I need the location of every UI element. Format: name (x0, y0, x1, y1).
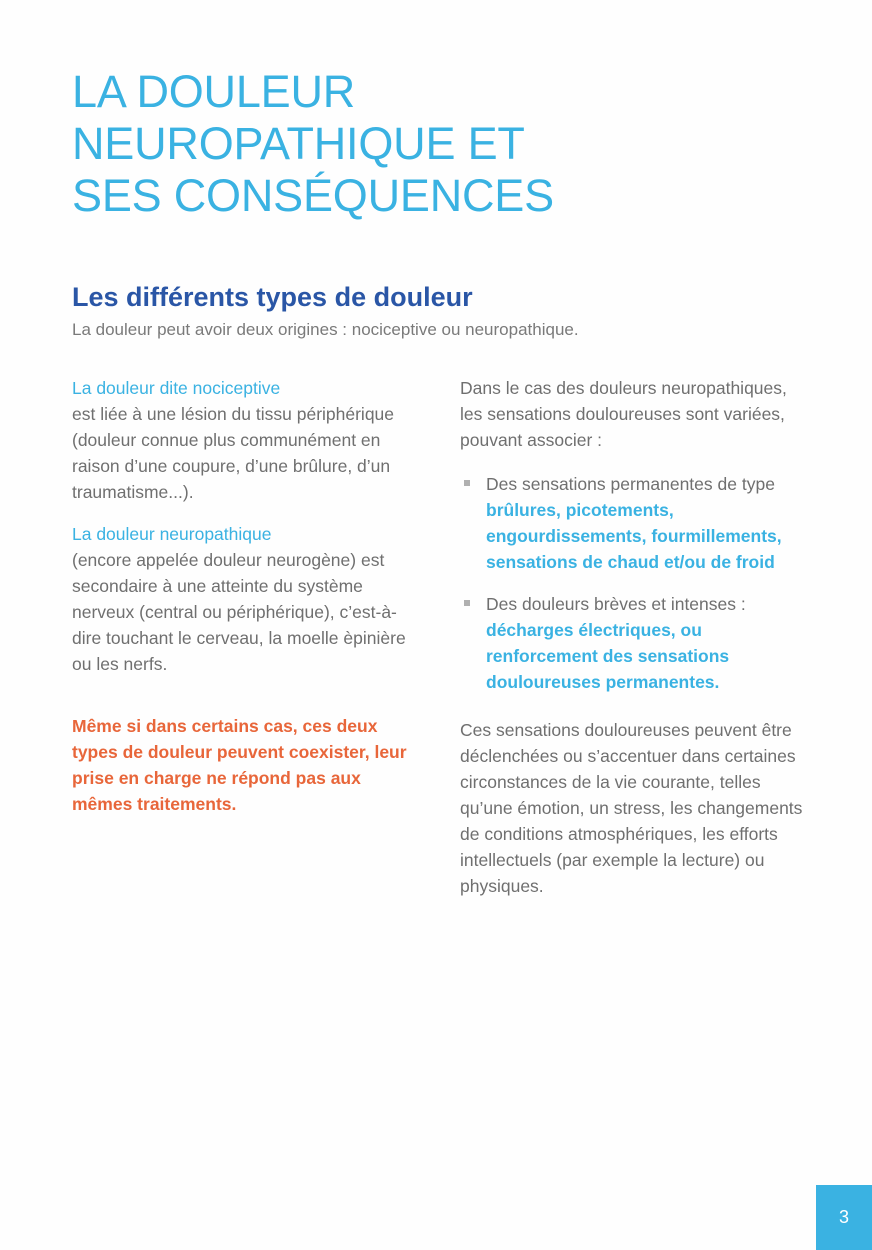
bullet-2-highlight: décharges électriques, ou renforcement des sensations douloureuses permanentes. (486, 620, 730, 692)
neuropathic-title: La douleur neuropathique (72, 524, 272, 544)
page-number-badge (816, 1185, 872, 1250)
page-title-line-2: NEUROPATHIQUE ET (72, 118, 525, 169)
section-subtitle: La douleur peut avoir deux origines : nociceptive ou neuropathique. (72, 320, 579, 339)
square-bullet-icon (464, 480, 470, 486)
left-column (72, 375, 412, 817)
closing-paragraph: Ces sensations douloureuses peuvent être déclenchées ou s’accentuer dans certaines circonstances de la vie courante, telles qu’une émotion, un stress, les changements de conditions atmosphériques, les efforts intellectuels (par exemple la lecture) ou physiques. (460, 720, 803, 896)
section-heading: Les différents types de douleur (72, 282, 473, 312)
nociceptive-block (72, 375, 412, 505)
page-title (72, 66, 554, 222)
bullet-2-text: Des douleurs brèves et intenses : (486, 594, 746, 614)
right-intro: Dans le cas des douleurs neuropathiques, les sensations douloureuses sont variées, pouvant associer : (460, 378, 787, 450)
right-column (460, 375, 810, 899)
bullet-1-text: Des sensations permanentes de type (486, 474, 775, 494)
emphasis-note: Même si dans certains cas, ces deux types de douleur peuvent coexister, leur prise en charge ne répond pas aux mêmes traitements. (72, 716, 407, 814)
nociceptive-title: La douleur dite nociceptive (72, 378, 281, 398)
page-title-line-1: LA DOULEUR (72, 66, 356, 117)
page-number: 3 (838, 1207, 849, 1227)
page-title-line-3: SES CONSÉQUENCES (72, 170, 554, 221)
list-item (460, 471, 810, 575)
neuropathic-block (72, 521, 412, 677)
nociceptive-text: est liée à une lésion du tissu périphérique (douleur connue plus communément en raison d’une coupure, d’une brûlure, d’un traumatisme...). (72, 404, 395, 502)
square-bullet-icon (464, 600, 470, 606)
bullet-1-highlight: brûlures, picotements, engourdissements, fourmillements, sensations de chaud et/ou de froid (486, 500, 782, 572)
list-item (460, 591, 810, 695)
neuropathic-text: (encore appelée douleur neurogène) est secondaire à une atteinte du système nerveux (central ou périphérique), c’est-à-dire touchant le cerveau, la moelle èpinière ou les nerfs. (72, 550, 406, 674)
symptom-list (460, 471, 810, 695)
